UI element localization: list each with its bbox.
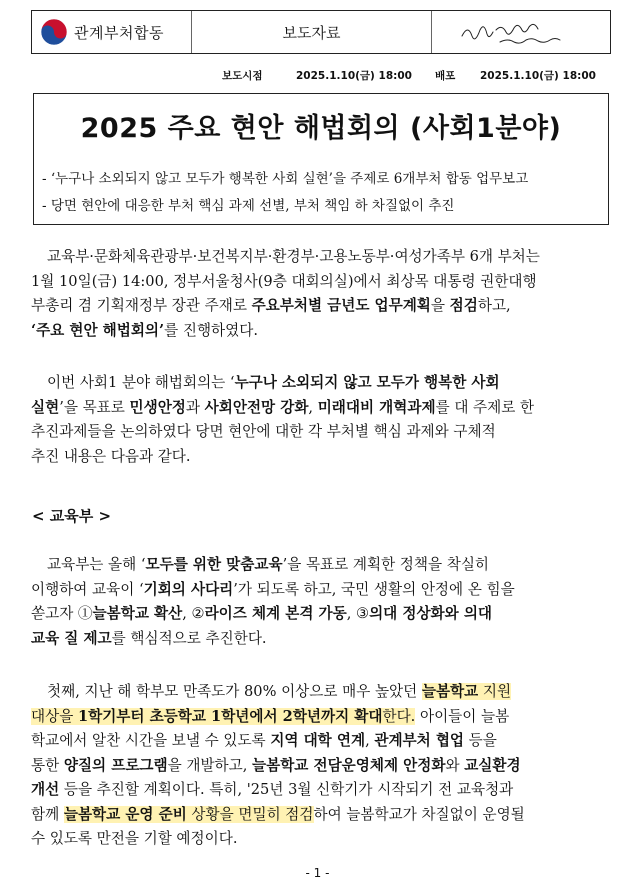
p2-line-4: 추진 내용은 다음과 같다. xyxy=(31,447,191,465)
taegeuk-logo-icon xyxy=(40,18,68,46)
subtitle-1: - ‘누구나 소외되지 않고 모두가 행복한 사회 실현’을 주제로 6개부처 합동 업무보고 xyxy=(42,171,529,187)
p4-line-3: 학교에서 알찬 시간을 보낼 수 있도록 지역 대학 연계, 관계부처 협업 등을 xyxy=(31,732,497,749)
p4-line-1: 첫째, 지난 해 학부모 만족도가 80% 이상으로 매우 높았던 늘봄학교 지원 xyxy=(47,683,512,700)
p2-line-3: 추진과제들을 논의하였다 당면 현안에 대한 각 부처별 핵심 과제와 구체적 xyxy=(31,423,496,440)
p2-line-1: 이번 사회1 분야 해법회의는 ‘누구나 소외되지 않고 모두가 행복한 사회 xyxy=(47,374,500,391)
p3-line-3: 쏟고자 ①늘봄학교 확산, ②라이즈 체계 본격 가동, ③의대 정상화와 의대 xyxy=(31,605,493,622)
p3-line-2: 이행하여 교육이 ‘기회의 사다리’가 되도록 하고, 국민 생활의 안정에 온 힘을 xyxy=(31,580,515,598)
embargo-label: 보도시점 xyxy=(222,70,263,82)
header-box xyxy=(31,10,611,54)
section-heading-education: < 교육부 > xyxy=(32,507,112,525)
paragraph-1 xyxy=(31,245,607,343)
p1-line-1: 교육부·문화체육관광부·보건복지부·환경부·고용노동부·여성가족부 6개 부처는 xyxy=(47,248,540,265)
subtitle-2: - 당면 현안에 대응한 부처 핵심 과제 선별, 부처 책임 하 차질없이 추진 xyxy=(42,198,455,214)
p4-line-7: 수 있도록 만전을 기할 예정이다. xyxy=(31,830,238,847)
p4-line-6: 함께 늘봄학교 운영 준비 상황을 면밀히 점검하여 늘봄학교가 차질없이 운영될 xyxy=(31,805,525,823)
distribution-label: 배포 xyxy=(435,70,456,82)
paragraph-2 xyxy=(31,371,607,469)
handwritten-signature xyxy=(456,16,586,48)
paragraph-4 xyxy=(31,680,607,852)
signature-cell xyxy=(432,11,610,53)
p2-line-2: 실현’을 목표로 민생안정과 사회안전망 강화, 미래대비 개혁과제를 대 주제로 한 xyxy=(31,398,535,416)
logo-cell xyxy=(32,11,192,53)
distribution-value: 2025.1.10(금) 18:00 xyxy=(480,70,596,82)
p1-line-3: 부총리 겸 기획재정부 장관 주재로 주요부처별 금년도 업무계획을 점검하고, xyxy=(31,297,511,314)
p1-line-2: 1월 10일(금) 14:00, 정부서울청사(9층 대회의실)에서 최상목 대통령 권한대행 xyxy=(31,272,537,290)
p4-line-4: 통한 양질의 프로그램을 개발하고, 늘봄학교 전담운영체제 안정화와 교실환경 xyxy=(31,756,521,774)
title-box xyxy=(33,93,609,225)
p1-line-4: ‘주요 현안 해법회의’를 진행하였다. xyxy=(31,321,258,339)
page-number: - 1 - xyxy=(305,866,330,880)
embargo-value: 2025.1.10(금) 18:00 xyxy=(296,70,412,82)
doc-type: 보도자료 xyxy=(192,11,432,53)
org-name: 관계부처합동 xyxy=(74,23,164,42)
paragraph-3 xyxy=(31,553,607,651)
p4-line-5: 개선 등을 추진할 계획이다. 특히, '25년 3월 신학기가 시작되기 전 교육청과 xyxy=(31,781,514,798)
p4-line-2: 대상을 1학기부터 초등학교 1학년에서 2학년까지 확대한다. 아이들이 늘봄 xyxy=(31,707,510,725)
p3-line-1: 교육부는 올해 ‘모두를 위한 맞춤교육’을 목표로 계획한 정책을 착실히 xyxy=(47,556,490,573)
p3-line-4: 교육 질 제고를 핵심적으로 추진한다. xyxy=(31,629,267,647)
main-title: 2025 주요 현안 해법회의 (사회1분야) xyxy=(80,113,562,144)
